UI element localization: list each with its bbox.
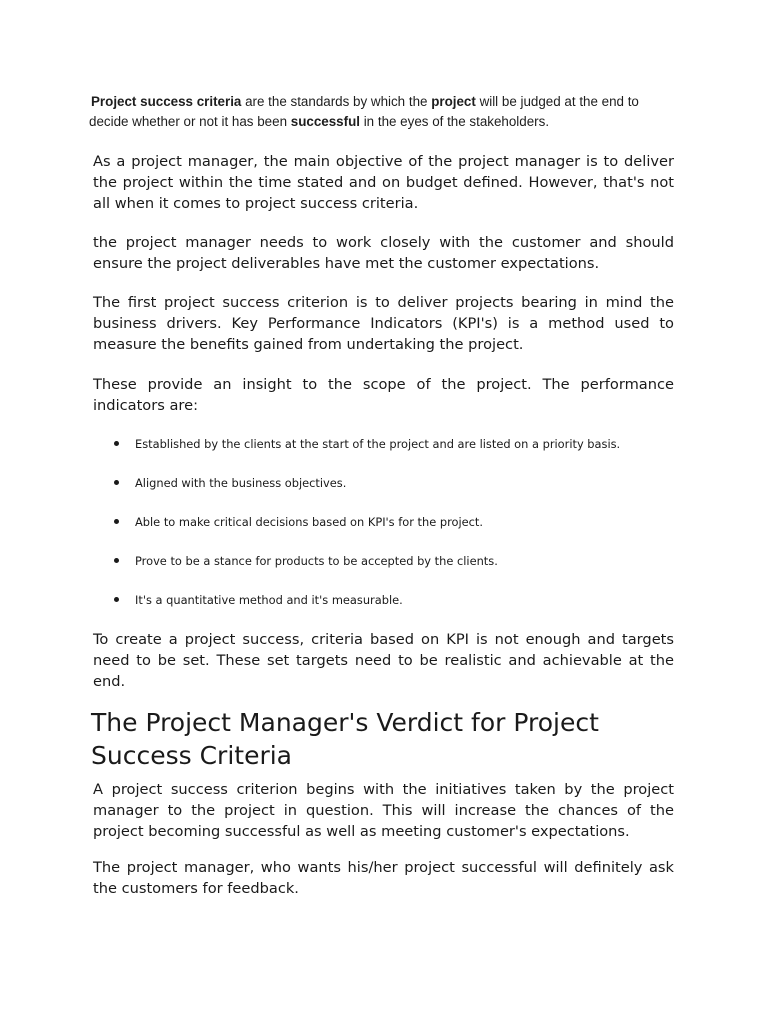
- list-item-text: Able to make critical decisions based on KPI's for the project.: [135, 515, 483, 529]
- kpi-bullet-list: [93, 432, 674, 627]
- list-item-text: It's a quantitative method and it's measurable.: [135, 593, 403, 607]
- bullet-icon: [114, 558, 119, 563]
- intro-text: in the eyes of the stakeholders.: [359, 114, 550, 129]
- intro-line-2: [89, 112, 671, 132]
- paragraph: the project manager needs to work closely with the customer and should ensure the project deliverables have met the customer expectations.: [93, 234, 674, 272]
- list-item: [93, 510, 674, 549]
- list-item: [93, 432, 674, 471]
- paragraph: A project success criterion begins with the initiatives taken by the project manager to the project in question. This will increase the chances of the project becoming successful as well as meeting customer's expectations.: [93, 781, 674, 840]
- intro-text: are the standards by which the: [241, 94, 432, 109]
- list-item: [93, 549, 674, 588]
- intro-definition: [91, 92, 671, 132]
- list-item: [93, 588, 674, 627]
- paragraph: These provide an insight to the scope of the project. The performance indicators are:: [93, 376, 674, 414]
- list-item: [93, 471, 674, 510]
- intro-bold-successful: successful: [290, 114, 360, 129]
- section-heading: The Project Manager's Verdict for Project Success Criteria: [91, 708, 599, 770]
- paragraph: To create a project success, criteria based on KPI is not enough and targets need to be set. These set targets need to be realistic and achievable at the end.: [93, 631, 674, 690]
- bullet-icon: [114, 480, 119, 485]
- paragraph: The first project success criterion is to deliver projects bearing in mind the business drivers. Key Performance Indicators (KPI's) is a method used to measure the benefits gained from undertaking the project.: [93, 294, 674, 353]
- bullet-icon: [114, 441, 119, 446]
- intro-text: will be judged at the end to: [475, 94, 639, 109]
- list-item-text: Established by the clients at the start of the project and are listed on a priority basis.: [135, 437, 621, 451]
- bullet-icon: [114, 519, 119, 524]
- intro-text: decide whether or not it has been: [89, 114, 291, 129]
- bullet-icon: [114, 597, 119, 602]
- list-item-text: Prove to be a stance for products to be accepted by the clients.: [135, 554, 498, 568]
- intro-bold-project: project: [431, 94, 476, 109]
- paragraph: As a project manager, the main objective of the project manager is to deliver the project within the time stated and on budget defined. However, that's not all when it comes to project success criteria.: [93, 153, 674, 212]
- list-item-text: Aligned with the business objectives.: [135, 476, 347, 490]
- paragraph: The project manager, who wants his/her project successful will definitely ask the customers for feedback.: [93, 859, 674, 897]
- intro-bold-term: Project success criteria: [91, 94, 242, 109]
